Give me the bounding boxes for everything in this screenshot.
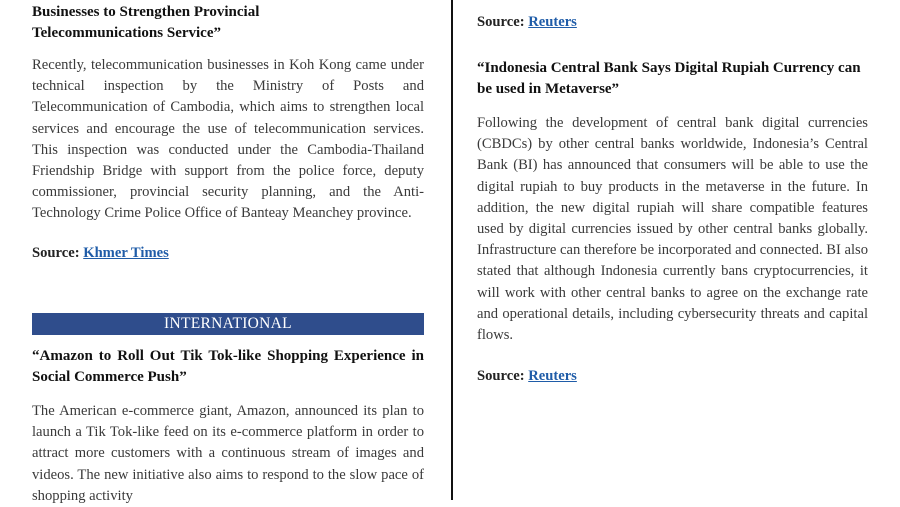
- article-digital-rupiah: [477, 58, 868, 385]
- article-body: Recently, telecommunication businesses in Koh Kong came under technical inspection by the Ministry of Posts and Telecommunication of Cambodia, which aims to strengthen local services and encourage the use of telecommunication services. This inspection was conducted under the Cambodia-Thailand Friendship Bridge with support from the police force, deputy commissioner, provincial security planning, and the Anti-Technology Crime Police Office of Banteay Meanchey province.: [32, 57, 424, 222]
- article-headline: [32, 2, 424, 44]
- source-link-khmer-times[interactable]: Khmer Times: [83, 244, 169, 261]
- headline-line: Telecommunications Service”: [32, 25, 222, 41]
- source-link-reuters[interactable]: Reuters: [528, 14, 577, 30]
- article-source: [32, 245, 424, 262]
- source-label: Source:: [32, 244, 80, 261]
- headline-line: Businesses to Strengthen Provincial: [32, 4, 260, 20]
- article-headline: “Indonesia Central Bank Says Digital Rupiah Currency can be used in Metaverse”: [477, 60, 861, 97]
- source-label: Source:: [477, 368, 525, 385]
- source-link-reuters[interactable]: Reuters: [528, 368, 577, 385]
- article-amazon: [32, 346, 424, 507]
- article-body: The American e-commerce giant, Amazon, announced its plan to launch a Tik Tok-like feed on its e-commerce platform in order to attract more customers with a continuous stream of images and videos. The new initiative also aims to respond to the slow pace of shopping activity: [32, 403, 424, 504]
- column-divider: [451, 0, 453, 500]
- article-source: [477, 368, 868, 385]
- source-label: Source:: [477, 14, 525, 30]
- article-headline: “Amazon to Roll Out Tik Tok-like Shopping Experience in Social Commerce Push”: [32, 348, 424, 385]
- article-source: [477, 14, 577, 31]
- article-telecom: [32, 2, 424, 262]
- article-body: Following the development of central bank digital currencies (CBDCs) by other central banks worldwide, Indonesia’s Central Bank (BI) has announced that consumers will be able to use the digital rupiah to buy products in the metaverse in the future. In addition, the new digital rupiah will share compatible features used by digital currencies issued by other central banks globally. Infrastructure can therefore be incorporated and connected. BI also stated that although Indonesia currently bans cryptocurrencies, it will work with other central banks to agree on the exchange rate and operational details, including cybersecurity threats and capital flows.: [477, 115, 869, 344]
- section-banner-international: INTERNATIONAL: [32, 313, 424, 335]
